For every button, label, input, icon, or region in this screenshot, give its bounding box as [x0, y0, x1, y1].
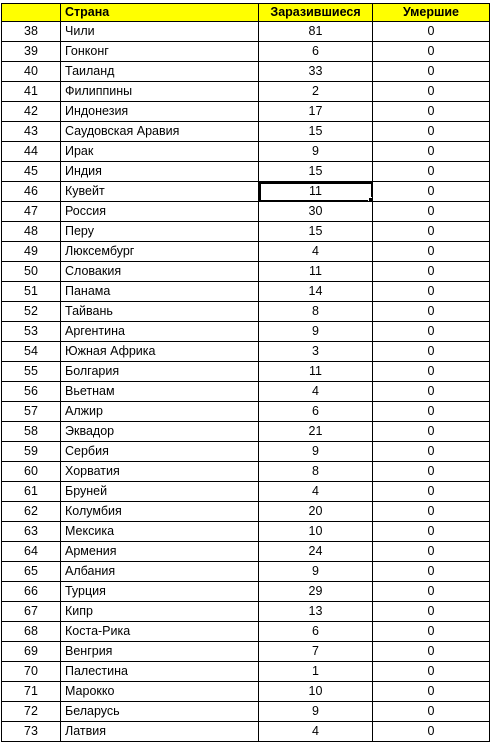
- selected-cell[interactable]: 11: [259, 182, 373, 202]
- cell-deaths[interactable]: 0: [373, 442, 490, 462]
- cell-deaths[interactable]: 0: [373, 682, 490, 702]
- cell-cases[interactable]: 11: [259, 362, 373, 382]
- cell-deaths[interactable]: 0: [373, 542, 490, 562]
- table-row: [2, 282, 490, 302]
- cell-country[interactable]: Латвия: [61, 722, 259, 742]
- header-cell-cases[interactable]: Заразившиеся: [259, 4, 373, 22]
- cell-deaths[interactable]: 0: [373, 402, 490, 422]
- table-row: [2, 482, 490, 502]
- cell-num[interactable]: 61: [2, 482, 61, 502]
- cell-cases[interactable]: 1: [259, 662, 373, 682]
- cell-num[interactable]: 62: [2, 502, 61, 522]
- cell-country[interactable]: Кипр: [61, 602, 259, 622]
- cell-cases[interactable]: 30: [259, 202, 373, 222]
- cell-num[interactable]: 65: [2, 562, 61, 582]
- cell-num[interactable]: 47: [2, 202, 61, 222]
- cell-num[interactable]: 52: [2, 302, 61, 322]
- table-row: [2, 222, 490, 242]
- cell-cases[interactable]: 8: [259, 302, 373, 322]
- cell-country[interactable]: Чили: [61, 22, 259, 42]
- table-row: [2, 42, 490, 62]
- cell-num[interactable]: 57: [2, 402, 61, 422]
- cell-cases[interactable]: 6: [259, 622, 373, 642]
- cell-cases[interactable]: 15: [259, 222, 373, 242]
- cell-num[interactable]: 72: [2, 702, 61, 722]
- header-row: [2, 4, 490, 22]
- cell-cases[interactable]: 9: [259, 442, 373, 462]
- table-row: [2, 622, 490, 642]
- cell-deaths[interactable]: 0: [373, 342, 490, 362]
- cell-cases[interactable]: 9: [259, 322, 373, 342]
- cell-deaths[interactable]: 0: [373, 142, 490, 162]
- cell-deaths[interactable]: 0: [373, 182, 490, 202]
- cell-country[interactable]: Турция: [61, 582, 259, 602]
- cell-cases[interactable]: 8: [259, 462, 373, 482]
- cell-cases[interactable]: 9: [259, 562, 373, 582]
- cell-num[interactable]: 58: [2, 422, 61, 442]
- cell-deaths[interactable]: 0: [373, 482, 490, 502]
- cell-country[interactable]: Филиппины: [61, 82, 259, 102]
- table-row: [2, 682, 490, 702]
- cell-country[interactable]: Гонконг: [61, 42, 259, 62]
- cell-country[interactable]: Бруней: [61, 482, 259, 502]
- cell-country[interactable]: Мексика: [61, 522, 259, 542]
- cell-cases[interactable]: 4: [259, 722, 373, 742]
- table-row: [2, 342, 490, 362]
- table-row: [2, 102, 490, 122]
- cell-num[interactable]: 55: [2, 362, 61, 382]
- cell-deaths[interactable]: 0: [373, 202, 490, 222]
- cell-deaths[interactable]: 0: [373, 522, 490, 542]
- cell-num[interactable]: 63: [2, 522, 61, 542]
- cell-country[interactable]: Вьетнам: [61, 382, 259, 402]
- cell-country[interactable]: Россия: [61, 202, 259, 222]
- table-row: [2, 162, 490, 182]
- cell-country[interactable]: Словакия: [61, 262, 259, 282]
- cell-cases[interactable]: 9: [259, 702, 373, 722]
- cell-country[interactable]: Сербия: [61, 442, 259, 462]
- cell-deaths[interactable]: 0: [373, 22, 490, 42]
- cell-deaths[interactable]: 0: [373, 302, 490, 322]
- cell-country[interactable]: Болгария: [61, 362, 259, 382]
- cell-num[interactable]: 38: [2, 22, 61, 42]
- cell-cases[interactable]: 6: [259, 402, 373, 422]
- cell-country[interactable]: Коста-Рика: [61, 622, 259, 642]
- cell-cases[interactable]: 15: [259, 162, 373, 182]
- cell-country[interactable]: Эквадор: [61, 422, 259, 442]
- table-row: [2, 22, 490, 42]
- cell-num[interactable]: 54: [2, 342, 61, 362]
- cell-cases[interactable]: 29: [259, 582, 373, 602]
- cell-deaths[interactable]: 0: [373, 602, 490, 622]
- cell-num[interactable]: 46: [2, 182, 61, 202]
- cell-num[interactable]: 56: [2, 382, 61, 402]
- cell-num[interactable]: 43: [2, 122, 61, 142]
- cell-num[interactable]: 49: [2, 242, 61, 262]
- cell-deaths[interactable]: 0: [373, 382, 490, 402]
- table-row: [2, 262, 490, 282]
- cell-country[interactable]: Марокко: [61, 682, 259, 702]
- table-row: [2, 722, 490, 742]
- cell-country[interactable]: Таиланд: [61, 62, 259, 82]
- header-cell-num[interactable]: [2, 4, 61, 22]
- cell-deaths[interactable]: 0: [373, 62, 490, 82]
- cell-num[interactable]: 53: [2, 322, 61, 342]
- cell-country[interactable]: Саудовская Аравия: [61, 122, 259, 142]
- cell-cases[interactable]: 6: [259, 42, 373, 62]
- cell-country[interactable]: Армения: [61, 542, 259, 562]
- cell-deaths[interactable]: 0: [373, 42, 490, 62]
- header-cell-deaths[interactable]: Умершие: [373, 4, 490, 22]
- cell-num[interactable]: 50: [2, 262, 61, 282]
- cell-country[interactable]: Венгрия: [61, 642, 259, 662]
- table-row: [2, 542, 490, 562]
- table-row: [2, 122, 490, 142]
- table-row: [2, 62, 490, 82]
- table-row: [2, 662, 490, 682]
- cell-country[interactable]: Аргентина: [61, 322, 259, 342]
- cell-num[interactable]: 41: [2, 82, 61, 102]
- cell-num[interactable]: 48: [2, 222, 61, 242]
- cell-num[interactable]: 68: [2, 622, 61, 642]
- cell-country[interactable]: Колумбия: [61, 502, 259, 522]
- cell-num[interactable]: 51: [2, 282, 61, 302]
- cell-num[interactable]: 70: [2, 662, 61, 682]
- cell-num[interactable]: 73: [2, 722, 61, 742]
- table-row: [2, 602, 490, 622]
- table-row: [2, 442, 490, 462]
- cell-deaths[interactable]: 0: [373, 162, 490, 182]
- header-cell-country[interactable]: Страна: [61, 4, 259, 22]
- cell-deaths[interactable]: 0: [373, 262, 490, 282]
- cell-cases[interactable]: 13: [259, 602, 373, 622]
- cell-deaths[interactable]: 0: [373, 702, 490, 722]
- table-row: [2, 462, 490, 482]
- table-row: [2, 402, 490, 422]
- cell-deaths[interactable]: 0: [373, 622, 490, 642]
- cell-country[interactable]: Индонезия: [61, 102, 259, 122]
- cell-cases[interactable]: 17: [259, 102, 373, 122]
- cell-deaths[interactable]: 0: [373, 242, 490, 262]
- cell-country[interactable]: Индия: [61, 162, 259, 182]
- cell-deaths[interactable]: 0: [373, 562, 490, 582]
- cell-deaths[interactable]: 0: [373, 642, 490, 662]
- cell-cases[interactable]: 21: [259, 422, 373, 442]
- cell-country[interactable]: Палестина: [61, 662, 259, 682]
- table-row: [2, 422, 490, 442]
- cell-cases[interactable]: 4: [259, 482, 373, 502]
- table-row: [2, 142, 490, 162]
- table-row: [2, 582, 490, 602]
- cell-country[interactable]: Хорватия: [61, 462, 259, 482]
- table-row: [2, 322, 490, 342]
- cell-deaths[interactable]: 0: [373, 222, 490, 242]
- cell-deaths[interactable]: 0: [373, 722, 490, 742]
- cell-cases[interactable]: 11: [259, 262, 373, 282]
- fill-handle[interactable]: [368, 197, 373, 202]
- table-row: [2, 562, 490, 582]
- cell-num[interactable]: 69: [2, 642, 61, 662]
- table-row: [2, 502, 490, 522]
- table-row: [2, 202, 490, 222]
- cell-deaths[interactable]: 0: [373, 322, 490, 342]
- table-row: [2, 642, 490, 662]
- table-row: [2, 702, 490, 722]
- table-row: [2, 362, 490, 382]
- cell-cases[interactable]: 4: [259, 382, 373, 402]
- cell-num[interactable]: 71: [2, 682, 61, 702]
- cell-cases[interactable]: 9: [259, 142, 373, 162]
- cell-num[interactable]: 39: [2, 42, 61, 62]
- table-row: [2, 382, 490, 402]
- cell-num[interactable]: 66: [2, 582, 61, 602]
- cell-deaths[interactable]: 0: [373, 582, 490, 602]
- cell-deaths[interactable]: 0: [373, 462, 490, 482]
- cell-cases[interactable]: 7: [259, 642, 373, 662]
- cell-num[interactable]: 45: [2, 162, 61, 182]
- cell-deaths[interactable]: 0: [373, 502, 490, 522]
- cell-deaths[interactable]: 0: [373, 82, 490, 102]
- cell-cases[interactable]: 81: [259, 22, 373, 42]
- cell-cases[interactable]: 2: [259, 82, 373, 102]
- cell-country[interactable]: Кувейт: [61, 182, 259, 202]
- country-table: [1, 3, 490, 742]
- cell-cases[interactable]: 10: [259, 522, 373, 542]
- cell-num[interactable]: 64: [2, 542, 61, 562]
- cell-deaths[interactable]: 0: [373, 282, 490, 302]
- cell-num[interactable]: 67: [2, 602, 61, 622]
- cell-num[interactable]: 44: [2, 142, 61, 162]
- table-row: [2, 302, 490, 322]
- cell-country[interactable]: Тайвань: [61, 302, 259, 322]
- cell-country[interactable]: Ирак: [61, 142, 259, 162]
- cell-country[interactable]: Люксембург: [61, 242, 259, 262]
- cell-country[interactable]: Панама: [61, 282, 259, 302]
- cell-cases[interactable]: 10: [259, 682, 373, 702]
- cell-cases[interactable]: 24: [259, 542, 373, 562]
- cell-country[interactable]: Беларусь: [61, 702, 259, 722]
- table-row: [2, 182, 490, 202]
- table-row: [2, 82, 490, 102]
- cell-deaths[interactable]: 0: [373, 122, 490, 142]
- cell-deaths[interactable]: 0: [373, 362, 490, 382]
- cell-country[interactable]: Алжир: [61, 402, 259, 422]
- cell-country[interactable]: Южная Африка: [61, 342, 259, 362]
- cell-country[interactable]: Албания: [61, 562, 259, 582]
- table-row: [2, 522, 490, 542]
- cell-cases[interactable]: 3: [259, 342, 373, 362]
- cell-deaths[interactable]: 0: [373, 662, 490, 682]
- cell-num[interactable]: 42: [2, 102, 61, 122]
- cell-deaths[interactable]: 0: [373, 422, 490, 442]
- cell-cases[interactable]: 14: [259, 282, 373, 302]
- cell-cases[interactable]: 15: [259, 122, 373, 142]
- cell-cases[interactable]: 33: [259, 62, 373, 82]
- cell-deaths[interactable]: 0: [373, 102, 490, 122]
- cell-cases[interactable]: 20: [259, 502, 373, 522]
- cell-cases[interactable]: 4: [259, 242, 373, 262]
- table-row: [2, 242, 490, 262]
- cell-num[interactable]: 59: [2, 442, 61, 462]
- cell-num[interactable]: 60: [2, 462, 61, 482]
- cell-num[interactable]: 40: [2, 62, 61, 82]
- cell-country[interactable]: Перу: [61, 222, 259, 242]
